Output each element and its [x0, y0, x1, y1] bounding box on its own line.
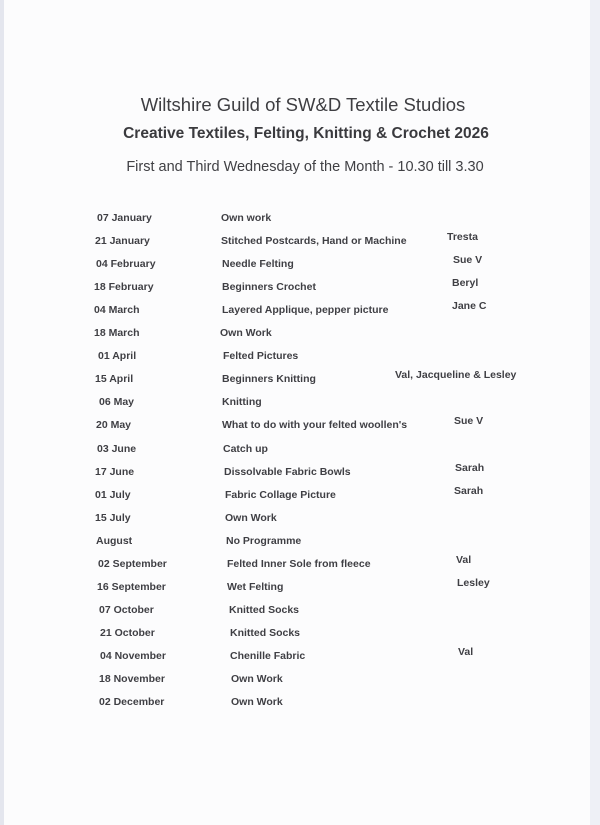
programme-topic: Felted Inner Sole from fleece: [227, 558, 371, 570]
programme-topic: Wet Felting: [227, 581, 284, 593]
programme-leader: Val: [456, 554, 472, 566]
programme-topic: Own Work: [225, 512, 277, 524]
programme-date: 21 October: [100, 627, 155, 639]
programme-topic: Beginners Knitting: [222, 373, 316, 385]
programme-date: 15 April: [95, 373, 134, 385]
programme-date: 18 November: [99, 673, 165, 685]
programme-date: 02 December: [99, 696, 165, 708]
programme-topic: Knitted Socks: [230, 627, 301, 639]
page-edge: [0, 0, 4, 825]
programme-date: 03 June: [97, 443, 137, 455]
document-title: Wiltshire Guild of SW&D Textile Studios: [140, 94, 466, 115]
document-subtitle: Creative Textiles, Felting, Knitting & Crochet 2026: [123, 125, 489, 142]
programme-topic: Fabric Collage Picture: [225, 489, 336, 501]
programme-topic: Own work: [221, 212, 272, 224]
programme-date: 01 July: [95, 489, 131, 501]
programme-date: 07 October: [99, 604, 154, 616]
programme-topic: Beginners Crochet: [222, 281, 316, 293]
programme-date: 02 September: [98, 558, 167, 570]
programme-leader: Sarah: [455, 462, 485, 474]
programme-topic: Own Work: [231, 673, 283, 685]
programme-topic: Chenille Fabric: [230, 650, 306, 662]
programme-topic: Knitting: [222, 396, 262, 408]
programme-leader: Sue V: [454, 415, 484, 427]
programme-topic: What to do with your felted woollen's: [222, 419, 408, 431]
programme-topic: Knitted Socks: [229, 604, 300, 616]
programme-leader: Tresta: [447, 231, 478, 243]
programme-date: 04 March: [94, 304, 140, 316]
programme-date: 18 March: [94, 327, 140, 339]
programme-topic: No Programme: [226, 535, 302, 547]
programme-leader: Jane C: [452, 300, 487, 312]
programme-date: 15 July: [95, 512, 131, 524]
programme-topic: Layered Applique, pepper picture: [222, 304, 389, 316]
programme-date: 01 April: [98, 350, 137, 362]
programme-date: 17 June: [95, 466, 135, 478]
programme-date: 16 September: [97, 581, 166, 593]
programme-leader: Val: [458, 646, 474, 658]
programme-topic: Stitched Postcards, Hand or Machine: [221, 235, 407, 247]
programme-leader: Beryl: [452, 277, 479, 289]
programme-leader: Sue V: [453, 254, 483, 266]
programme-date: 06 May: [99, 396, 135, 408]
programme-topic: Felted Pictures: [223, 350, 299, 362]
programme-date: 18 February: [94, 281, 154, 293]
programme-date: 20 May: [96, 419, 132, 431]
programme-date: 07 January: [97, 212, 152, 224]
programme-topic: Dissolvable Fabric Bowls: [224, 466, 351, 478]
programme-topic: Needle Felting: [222, 258, 294, 270]
programme-date: 04 November: [100, 650, 166, 662]
programme-leader: Val, Jacqueline & Lesley: [395, 369, 517, 381]
programme-topic: Catch up: [223, 443, 268, 455]
programme-topic: Own Work: [220, 327, 272, 339]
programme-date: August: [96, 535, 133, 547]
programme-date: 04 February: [96, 258, 156, 270]
programme-date: 21 January: [95, 235, 150, 247]
programme-leader: Lesley: [457, 577, 490, 589]
schedule-note: First and Third Wednesday of the Month - 10.30 till 3.30: [126, 159, 484, 175]
programme-topic: Own Work: [231, 696, 283, 708]
programme-leader: Sarah: [454, 485, 484, 497]
